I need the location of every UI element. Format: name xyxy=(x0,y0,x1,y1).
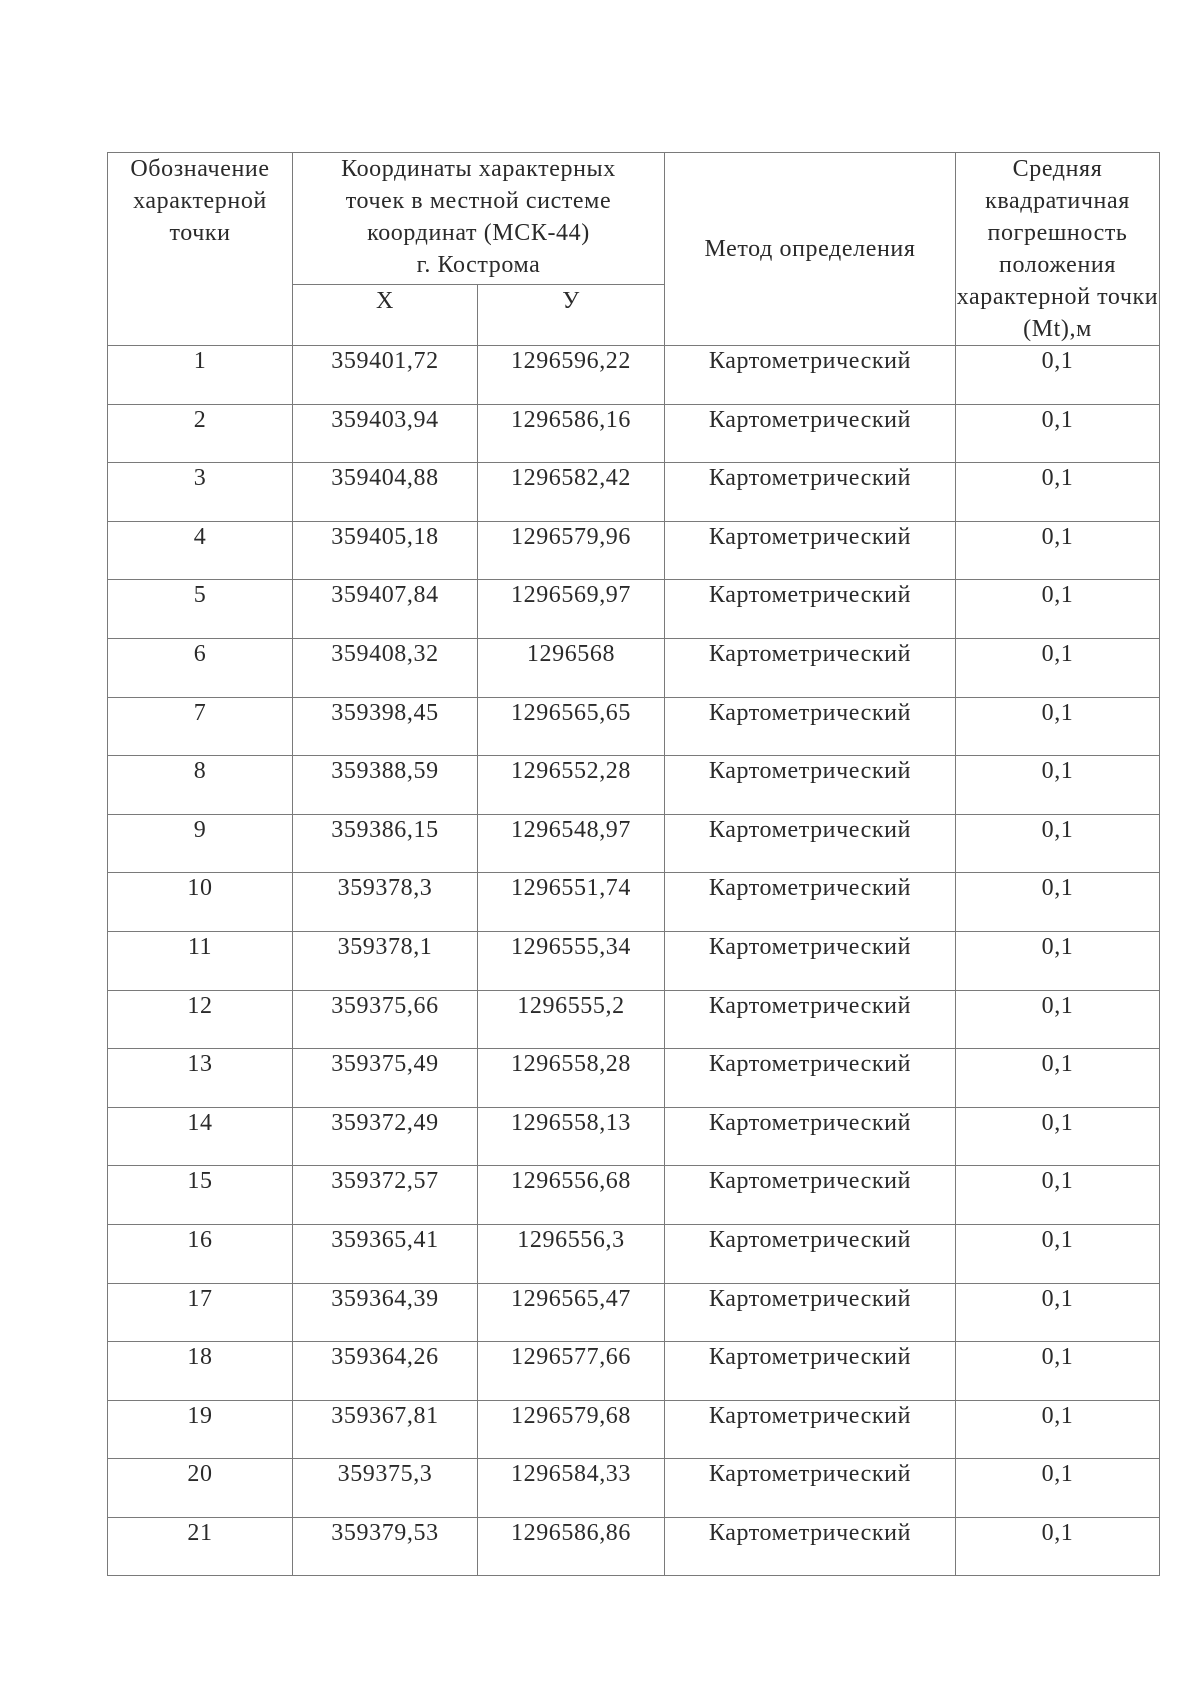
point-number-cell: 11 xyxy=(108,931,293,990)
y-coordinate-cell: 1296577,66 xyxy=(478,1342,665,1401)
x-coordinate-cell: 359375,3 xyxy=(293,1459,478,1518)
x-coordinate-cell: 359388,59 xyxy=(293,756,478,815)
error-cell: 0,1 xyxy=(956,1342,1160,1401)
table-row xyxy=(108,1342,1160,1401)
point-number-cell: 12 xyxy=(108,990,293,1049)
point-number-cell: 13 xyxy=(108,1049,293,1108)
method-cell: Картометрический xyxy=(665,1107,956,1166)
y-coordinate-cell: 1296552,28 xyxy=(478,756,665,815)
x-coordinate-cell: 359372,57 xyxy=(293,1166,478,1225)
method-cell: Картометрический xyxy=(665,1283,956,1342)
x-coordinate-cell: 359398,45 xyxy=(293,697,478,756)
y-coordinate-cell: 1296555,2 xyxy=(478,990,665,1049)
x-header: Х xyxy=(293,285,478,346)
table-row xyxy=(108,814,1160,873)
y-coordinate-cell: 1296596,22 xyxy=(478,346,665,405)
error-cell: 0,1 xyxy=(956,1224,1160,1283)
point-number-cell: 17 xyxy=(108,1283,293,1342)
x-coordinate-cell: 359378,3 xyxy=(293,873,478,932)
y-coordinate-cell: 1296565,65 xyxy=(478,697,665,756)
point-number-cell: 18 xyxy=(108,1342,293,1401)
error-cell: 0,1 xyxy=(956,873,1160,932)
coordinates-header-line: точек в местной системе xyxy=(345,188,612,214)
error-cell: 0,1 xyxy=(956,1283,1160,1342)
table-row xyxy=(108,1517,1160,1576)
table-row xyxy=(108,990,1160,1049)
table-row xyxy=(108,1049,1160,1108)
error-cell: 0,1 xyxy=(956,697,1160,756)
coordinates-header xyxy=(293,153,665,285)
point-number-cell: 5 xyxy=(108,580,293,639)
coordinates-header-line: Координаты характерных xyxy=(341,156,616,182)
table-row xyxy=(108,346,1160,405)
point-number-cell: 14 xyxy=(108,1107,293,1166)
x-coordinate-cell: 359364,39 xyxy=(293,1283,478,1342)
y-coordinate-cell: 1296584,33 xyxy=(478,1459,665,1518)
method-cell: Картометрический xyxy=(665,404,956,463)
table-row xyxy=(108,756,1160,815)
point-number-cell: 6 xyxy=(108,638,293,697)
method-cell: Картометрический xyxy=(665,931,956,990)
table-row xyxy=(108,1459,1160,1518)
y-coordinate-cell: 1296582,42 xyxy=(478,463,665,522)
table-row xyxy=(108,1283,1160,1342)
error-cell: 0,1 xyxy=(956,638,1160,697)
coordinates-header-line: г. Кострома xyxy=(416,252,541,278)
point-number-cell: 7 xyxy=(108,697,293,756)
point-number-cell: 21 xyxy=(108,1517,293,1576)
x-coordinate-cell: 359367,81 xyxy=(293,1400,478,1459)
error-cell: 0,1 xyxy=(956,1400,1160,1459)
point-number-cell: 8 xyxy=(108,756,293,815)
y-coordinate-cell: 1296569,97 xyxy=(478,580,665,639)
y-coordinate-cell: 1296558,13 xyxy=(478,1107,665,1166)
x-coordinate-cell: 359375,66 xyxy=(293,990,478,1049)
header-row xyxy=(108,153,1160,285)
x-coordinate-cell: 359405,18 xyxy=(293,521,478,580)
method-cell: Картометрический xyxy=(665,1400,956,1459)
y-coordinate-cell: 1296551,74 xyxy=(478,873,665,932)
error-cell: 0,1 xyxy=(956,1049,1160,1108)
point-number-cell: 9 xyxy=(108,814,293,873)
method-cell: Картометрический xyxy=(665,697,956,756)
table-row xyxy=(108,638,1160,697)
x-coordinate-cell: 359364,26 xyxy=(293,1342,478,1401)
error-cell: 0,1 xyxy=(956,463,1160,522)
method-cell: Картометрический xyxy=(665,346,956,405)
error-header: Средняя квадратичная погрешность положения характерной точки (Mt),м xyxy=(956,153,1160,346)
point-number-cell: 19 xyxy=(108,1400,293,1459)
x-coordinate-cell: 359375,49 xyxy=(293,1049,478,1108)
table-row xyxy=(108,1224,1160,1283)
error-cell: 0,1 xyxy=(956,931,1160,990)
y-coordinate-cell: 1296579,96 xyxy=(478,521,665,580)
point-number-cell: 16 xyxy=(108,1224,293,1283)
x-coordinate-cell: 359407,84 xyxy=(293,580,478,639)
x-coordinate-cell: 359386,15 xyxy=(293,814,478,873)
coordinates-header-line: координат (МСК-44) xyxy=(367,220,590,246)
point-number-cell: 4 xyxy=(108,521,293,580)
point-number-cell: 15 xyxy=(108,1166,293,1225)
error-cell: 0,1 xyxy=(956,1517,1160,1576)
x-coordinate-cell: 359408,32 xyxy=(293,638,478,697)
point-number-cell: 3 xyxy=(108,463,293,522)
point-number-cell: 10 xyxy=(108,873,293,932)
method-cell: Картометрический xyxy=(665,463,956,522)
point-number-cell: 1 xyxy=(108,346,293,405)
method-cell: Картометрический xyxy=(665,638,956,697)
method-cell: Картометрический xyxy=(665,1049,956,1108)
table-row xyxy=(108,1107,1160,1166)
table-row xyxy=(108,580,1160,639)
x-coordinate-cell: 359365,41 xyxy=(293,1224,478,1283)
error-cell: 0,1 xyxy=(956,404,1160,463)
table-row xyxy=(108,404,1160,463)
y-coordinate-cell: 1296558,28 xyxy=(478,1049,665,1108)
table-row xyxy=(108,873,1160,932)
error-cell: 0,1 xyxy=(956,1459,1160,1518)
error-cell: 0,1 xyxy=(956,1107,1160,1166)
table-row xyxy=(108,521,1160,580)
x-coordinate-cell: 359379,53 xyxy=(293,1517,478,1576)
method-cell: Картометрический xyxy=(665,1459,956,1518)
point-number-cell: 20 xyxy=(108,1459,293,1518)
table-row xyxy=(108,1166,1160,1225)
y-coordinate-cell: 1296586,16 xyxy=(478,404,665,463)
y-header: У xyxy=(478,285,665,346)
table-row xyxy=(108,931,1160,990)
x-coordinate-cell: 359378,1 xyxy=(293,931,478,990)
y-coordinate-cell: 1296556,68 xyxy=(478,1166,665,1225)
method-header: Метод определения xyxy=(665,153,956,346)
x-coordinate-cell: 359372,49 xyxy=(293,1107,478,1166)
y-coordinate-cell: 1296565,47 xyxy=(478,1283,665,1342)
error-cell: 0,1 xyxy=(956,1166,1160,1225)
method-cell: Картометрический xyxy=(665,1517,956,1576)
y-coordinate-cell: 1296555,34 xyxy=(478,931,665,990)
error-cell: 0,1 xyxy=(956,990,1160,1049)
coordinates-table xyxy=(107,152,1160,1576)
table-row xyxy=(108,463,1160,522)
y-coordinate-cell: 1296548,97 xyxy=(478,814,665,873)
table-row xyxy=(108,697,1160,756)
x-coordinate-cell: 359401,72 xyxy=(293,346,478,405)
table-header xyxy=(108,153,1160,346)
y-coordinate-cell: 1296579,68 xyxy=(478,1400,665,1459)
x-coordinate-cell: 359403,94 xyxy=(293,404,478,463)
table-row xyxy=(108,1400,1160,1459)
method-cell: Картометрический xyxy=(665,1342,956,1401)
x-coordinate-cell: 359404,88 xyxy=(293,463,478,522)
method-cell: Картометрический xyxy=(665,1224,956,1283)
point-designation-header: Обозначение характерной точки xyxy=(108,153,293,346)
y-coordinate-cell: 1296568 xyxy=(478,638,665,697)
method-cell: Картометрический xyxy=(665,990,956,1049)
method-cell: Картометрический xyxy=(665,521,956,580)
error-cell: 0,1 xyxy=(956,814,1160,873)
method-cell: Картометрический xyxy=(665,1166,956,1225)
y-coordinate-cell: 1296586,86 xyxy=(478,1517,665,1576)
error-cell: 0,1 xyxy=(956,580,1160,639)
point-number-cell: 2 xyxy=(108,404,293,463)
y-coordinate-cell: 1296556,3 xyxy=(478,1224,665,1283)
method-cell: Картометрический xyxy=(665,756,956,815)
error-cell: 0,1 xyxy=(956,521,1160,580)
error-cell: 0,1 xyxy=(956,346,1160,405)
error-cell: 0,1 xyxy=(956,756,1160,815)
method-cell: Картометрический xyxy=(665,580,956,639)
method-cell: Картометрический xyxy=(665,873,956,932)
table-body xyxy=(108,346,1160,1576)
method-cell: Картометрический xyxy=(665,814,956,873)
